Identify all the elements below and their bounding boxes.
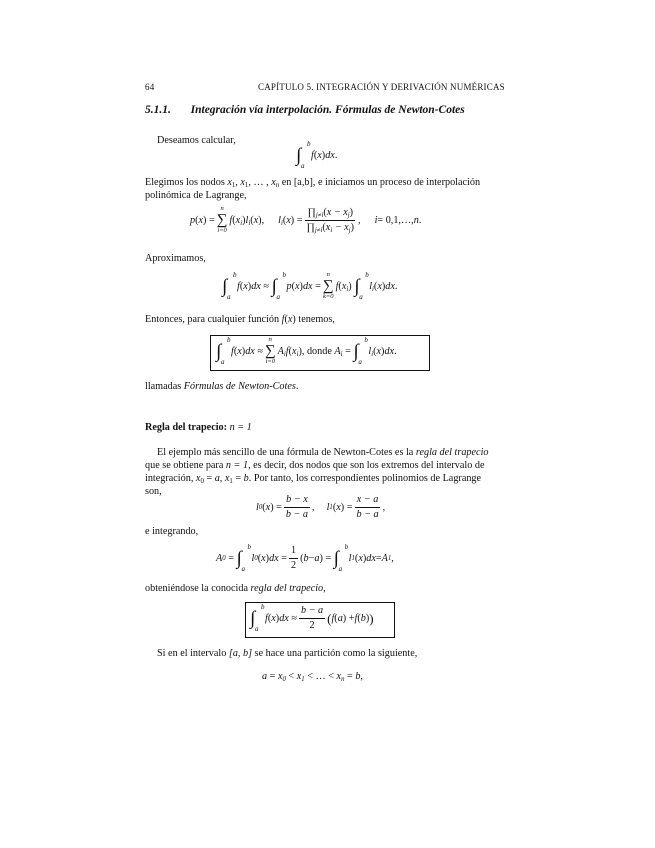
paragraph-intro: Deseamos calcular, [157,135,236,146]
equation-integral: ∫ b a f ( x ) dx . [296,140,338,170]
equation-newton-cotes: ∫ b a f ( x ) dx ≈ n ∑ i=0 $A_i$ f ( $x_i$ ), donde $A_i$ = ∫ b a $l_i$ ( x ) dx . [216,335,397,366]
equation-trapezoid-rule: ∫ b a f ( x ) dx ≈ $\frac{b - a}{2}$ ( f ( a ) + f ( b ) ) [250,603,374,633]
chapter-header: CAPÍTULO 5. INTEGRACIÓN Y DERIVACIÓN NUMÉRICAS [258,82,505,92]
paragraph-trapezoid-l4: son, [145,486,162,497]
paragraph-named: llamadas Fórmulas de Newton-Cotes. [145,381,299,392]
paragraph-integrating: e integrando, [145,526,199,537]
paragraph-trapezoid-l1: El ejemplo más sencillo de una fórmula de Newton-Cotes es la regla del trapecio [157,447,489,458]
paragraph-trapezoid-l2: que se obtiene para n = 1, es decir, dos nodos que son los extremos del intervalo de [145,460,485,471]
section-heading [145,104,465,116]
page-number: 64 [145,82,155,92]
paragraph-then: Entonces, para cualquier función f(x) tenemos, [145,314,335,325]
paragraph-approx: Aproximamos, [145,253,206,264]
paragraph-partition: Si en el intervalo [a, b] se hace una partición como la siguiente, [157,648,418,659]
paragraph-trapezoid-l3: integración, $x_0 = a$, $x_1 = b$. Por tanto, los correspondientes polinomios de Lagrange [145,473,482,485]
equation-basis-polynomials: l 0 ( x ) = $\frac{b - x}{b - a}$ , l 1 ( x ) = $\frac{x - a}{b - a}$ , [256,494,386,520]
equation-weights: A 0 = ∫ b a l 0 ( x ) dx = $\frac{1}{2}$ ( b − a ) = ∫ b a l 1 ( x ) dx = A 1 , [216,543,394,573]
paragraph-nodes: Elegimos los nodos $x_1$, $x_1$, … , $x_n$ en [a,b], e iniciamos un proceso de interpolación [145,177,481,189]
paragraph-nodes-line2: polinómica de Lagrange, [145,190,247,201]
equation-partition: $a = x_0 < x_1$ < … < $x_n = b$, [262,671,363,683]
equation-approximation: ∫ b a f ( x ) dx ≈ ∫ b a p ( x ) dx = n ∑ k=0 f ( $x_i$ ) ∫ b a $l_i$ ( x ) dx . [222,270,398,301]
section-number: 5.1.1. [145,104,171,116]
subsection-heading: Regla del trapecio: n = 1 [145,422,252,433]
section-title: Integración vía interpolación. Fórmulas de Newton-Cotes [190,104,465,116]
equation-lagrange: p ( x ) = n ∑ i=0 f ( $x_i$ ) $l_i$ ( x ), $l_i$ ( x ) = $\frac{\prod_{j\ne i}(x - x_j)}{\prod_{j\ne i}(x_i - x_j)}$ , i = 0,1,…, n . [190,205,422,234]
paragraph-obtaining: obteniéndose la conocida regla del trapecio, [145,583,326,594]
